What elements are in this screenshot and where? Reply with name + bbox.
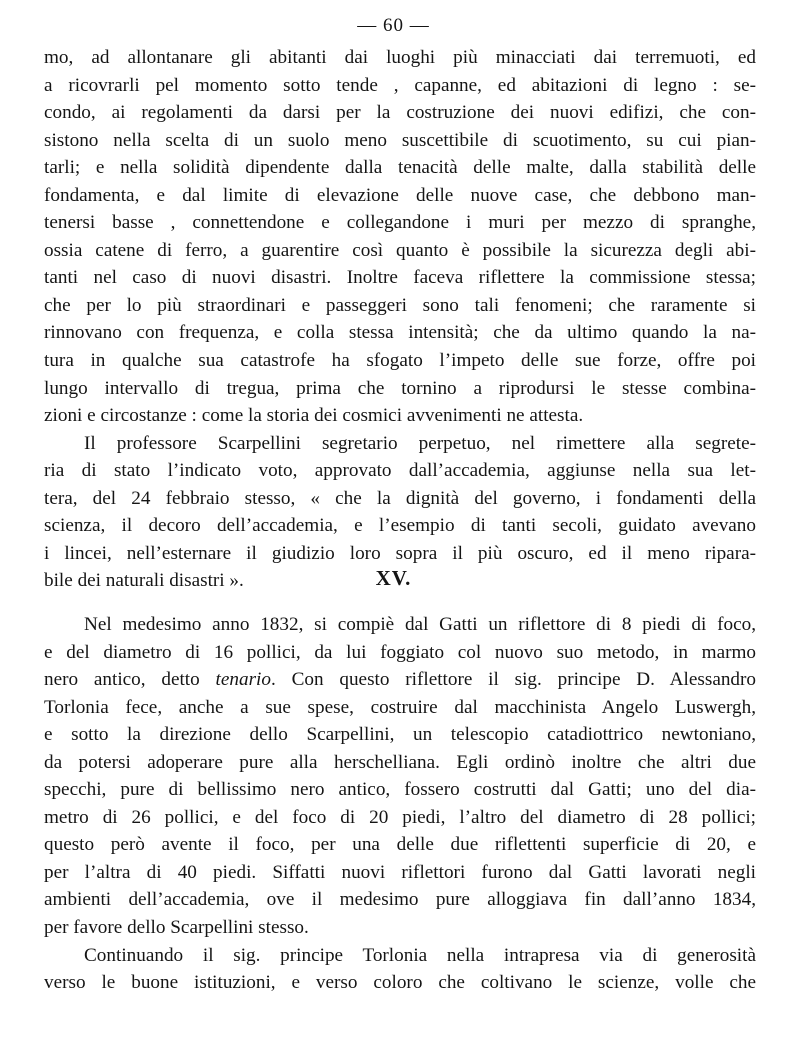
text-line: condo, ai regolamenti da darsi per la costruzione dei nuovi edifizi, che con- bbox=[44, 102, 756, 124]
text-line: mo, ad allontanare gli abitanti dai luoghi più minacciati dai terremuoti, ed bbox=[44, 47, 756, 68]
text-line: Continuando il sig. principe Torlonia nella intrapresa via di generosità bbox=[84, 944, 756, 966]
text-line: specchi, pure di bellissimo nero antico, fossero costrutti dal Gatti; uno del dia- bbox=[44, 779, 756, 801]
text-line: e sotto la direzione dello Scarpellini, un telescopio catadiottrico newtoniano, bbox=[44, 724, 756, 746]
text-line: da potersi adoperare pure alla herschelliana. Egli ordinò inoltre che altri due bbox=[44, 751, 756, 773]
text-line: Torlonia fece, anche a sue spese, costruire dal macchinista Angelo Luswergh, bbox=[44, 696, 756, 718]
text-line: tarli; e nella solidità dipendente dalla tenacità delle malte, dalla stabilità delle bbox=[44, 157, 756, 179]
text-line: tera, del 24 febbraio stesso, « che la dignità del governo, i fondamenti della bbox=[44, 487, 756, 509]
text-line: verso le buone istituzioni, e verso coloro che coltivano le scienze, volle che bbox=[44, 972, 756, 994]
text-line: tanti nel caso di nuovi disastri. Inoltre faceva riflettere la commissione stessa; bbox=[44, 267, 756, 289]
page-number: — 60 — bbox=[357, 15, 430, 36]
text-line: zioni e circostanze : come la storia dei cosmici avvenimenti ne attesta. bbox=[44, 405, 584, 427]
text-line: che per lo più straordinari e passeggeri sono tali fenomeni; che raramente si bbox=[44, 294, 756, 316]
text-line: a ricovrarli pel momento sotto tende , capanne, ed abitazioni di legno : se- bbox=[44, 74, 756, 96]
text-line: per favore dello Scarpellini stesso. bbox=[44, 917, 309, 939]
text-line: sistono nella scelta di un suolo meno suscettibile di scuotimento, su cui pian- bbox=[44, 129, 756, 151]
text-line: Il professore Scarpellini segretario perpetuo, nel rimettere alla segrete- bbox=[84, 432, 756, 454]
text-block-section-xv bbox=[44, 611, 756, 997]
text-line bbox=[44, 666, 756, 694]
text-line: i lincei, nell’esternare il giudizio loro sopra il più oscuro, ed il meno ripara- bbox=[44, 542, 756, 564]
text-line: e del diametro di 16 pollici, da lui foggiato col nuovo suo metodo, in marmo bbox=[44, 641, 756, 663]
text-line: ria di stato l’indicato voto, approvato dall’accademia, aggiunse nella sua let- bbox=[44, 460, 756, 482]
italic-term: tenario bbox=[215, 669, 271, 691]
text-line: rinnovano con frequenza, e colla stessa intensità; che da ultimo quando la na- bbox=[44, 322, 756, 344]
text-line: lungo intervallo di tregua, prima che tornino a riprodursi le stesse combina- bbox=[44, 377, 756, 399]
text-line: questo però avente il foco, per una delle due riflettenti superficie di 20, e bbox=[44, 834, 756, 856]
text-line: Nel medesimo anno 1832, si compiè dal Gatti un riflettore di 8 piedi di foco, bbox=[84, 614, 756, 635]
text-line: fondamenta, e dal limite di elevazione delle nuove case, che debbono man- bbox=[44, 184, 756, 206]
text-line: bile dei naturali disastri ». bbox=[44, 570, 244, 592]
text-line: scienza, il decoro dell’accademia, e l’esempio di tanti secoli, guidato avevano bbox=[44, 515, 756, 537]
text-line: metro di 26 pollici, e del foco di 20 piedi, l’altro del diametro di 28 pollici; bbox=[44, 806, 756, 828]
text-fragment: nero antico, detto bbox=[44, 669, 216, 691]
text-line: tenersi basse , connettendone e collegandone i muri per mezzo di spranghe, bbox=[44, 212, 756, 234]
text-fragment: . Con questo riflettore il sig. principe D. Alessandro bbox=[270, 669, 757, 691]
text-line: ossia catene di ferro, a guarentire così quanto è possibile la sicurezza degli abi- bbox=[44, 239, 756, 261]
text-line: tura in qualche sua catastrofe ha sfogato l’impeto delle sue forze, offre poi bbox=[44, 350, 756, 372]
text-block-before-section bbox=[44, 44, 756, 595]
text-line: per l’altra di 40 piedi. Siffatti nuovi riflettori furono dal Gatti lavorati negli bbox=[44, 861, 756, 883]
section-heading: XV. bbox=[375, 566, 412, 590]
text-line: ambienti dell’accademia, ove il medesimo pure alloggiava fin dall’anno 1834, bbox=[44, 889, 756, 911]
